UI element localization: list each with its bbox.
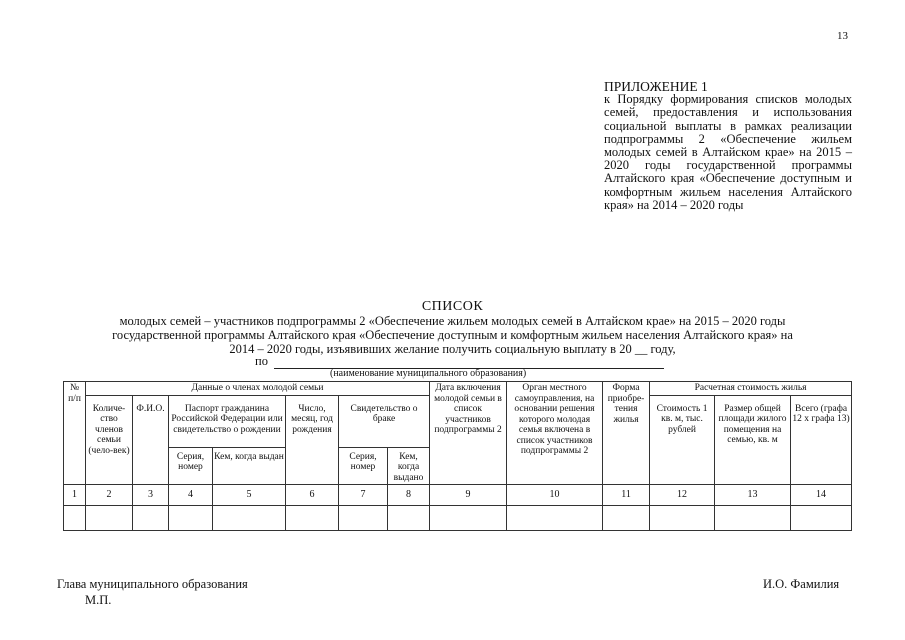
column-number: 3 xyxy=(133,485,169,506)
column-number: 13 xyxy=(715,485,791,506)
page-number: 13 xyxy=(837,30,848,42)
header-cert-issued: Кем, когда выдано xyxy=(388,447,430,485)
table-cell xyxy=(133,506,169,531)
column-number-row xyxy=(64,485,852,506)
header-area-size: Размер общей площади жилого помещения на семью, кв. м xyxy=(715,395,791,485)
table-cell xyxy=(430,506,507,531)
header-housing-form: Форма приобре-тения жилья xyxy=(603,382,650,485)
column-number: 9 xyxy=(430,485,507,506)
header-birth-date: Число, месяц, год рождения xyxy=(286,395,339,485)
column-number: 10 xyxy=(507,485,603,506)
document-title: СПИСОК xyxy=(421,299,484,314)
column-number: 14 xyxy=(791,485,852,506)
header-num: № п/п xyxy=(64,382,86,485)
column-number: 6 xyxy=(286,485,339,506)
header-marriage-cert: Свидетельство о браке xyxy=(339,395,430,447)
header-row-1 xyxy=(64,382,852,396)
column-number: 2 xyxy=(86,485,133,506)
header-count: Количе-ство членов семьи (чело-век) xyxy=(86,395,133,485)
header-issued-by: Кем, когда выдан xyxy=(213,447,286,485)
document-title-block xyxy=(55,300,850,356)
column-number: 11 xyxy=(603,485,650,506)
table-cell xyxy=(86,506,133,531)
table-cell xyxy=(213,506,286,531)
column-number: 5 xyxy=(213,485,286,506)
appendix-block xyxy=(604,80,852,212)
families-table xyxy=(63,381,852,531)
seal-mark: М.П. xyxy=(85,593,112,607)
title-line-3: 2014 – 2020 годы, изъявивших желание получить социальную выплату в 20 __ году, xyxy=(229,342,676,356)
header-passport: Паспорт гражданина Российской Федерации или свидетельство о рождении xyxy=(169,395,286,447)
empty-data-row xyxy=(64,506,852,531)
column-number: 8 xyxy=(388,485,430,506)
table-cell xyxy=(603,506,650,531)
po-label: по xyxy=(255,354,268,368)
header-total: Всего (графа 12 х графа 13) xyxy=(791,395,852,485)
table-cell xyxy=(650,506,715,531)
header-cert-series: Серия, номер xyxy=(339,447,388,485)
table-cell xyxy=(715,506,791,531)
header-fio: Ф.И.О. xyxy=(133,395,169,485)
table-cell xyxy=(286,506,339,531)
municipality-line xyxy=(255,354,664,369)
header-inclusion-date: Дата включения молодой семьи в список участников подпрограммы 2 xyxy=(430,382,507,485)
title-line-1: молодых семей – участников подпрограммы 2 «Обеспечение жильем молодых семей в Алтайском крае» на 2015 – 2020 годы xyxy=(119,314,786,328)
column-number: 1 xyxy=(64,485,86,506)
table-cell xyxy=(791,506,852,531)
header-series-num: Серия, номер xyxy=(169,447,213,485)
table-cell xyxy=(339,506,388,531)
signature-title: Глава муниципального образования xyxy=(57,577,248,591)
table-cell xyxy=(388,506,430,531)
table-cell xyxy=(169,506,213,531)
appendix-heading: ПРИЛОЖЕНИЕ 1 xyxy=(604,79,708,94)
table-cell xyxy=(64,506,86,531)
column-number: 7 xyxy=(339,485,388,506)
column-number: 12 xyxy=(650,485,715,506)
signature-name: И.О. Фамилия xyxy=(763,577,840,591)
header-family-data: Данные о членах молодой семьи xyxy=(86,382,430,396)
table-cell xyxy=(507,506,603,531)
title-line-2: государственной программы Алтайского края «Обеспечение доступным и комфортным жильем населения Алтайского края» на xyxy=(112,328,793,342)
appendix-text: к Порядку формирования списков молодых семей, предоставления и использования социальной выплаты в рамках реализации подпрограммы 2 «Обеспечение жильем молодых семей в Алтайском крае» на 2015 – 2020 годы государственной программы Алтайского края «Обеспечение доступным и комфортным жильем населения Алтайского края» на 2014 – 2020 годы xyxy=(604,92,852,212)
column-number: 4 xyxy=(169,485,213,506)
header-estimated-cost: Расчетная стоимость жилья xyxy=(650,382,852,396)
municipality-caption: (наименование муниципального образования) xyxy=(330,368,527,379)
header-authority: Орган местного самоуправления, на основании решения которого молодая семья включена в список участников подпрограммы 2 xyxy=(507,382,603,485)
header-cost-per-sqm: Стоимость 1 кв. м, тыс. рублей xyxy=(650,395,715,485)
